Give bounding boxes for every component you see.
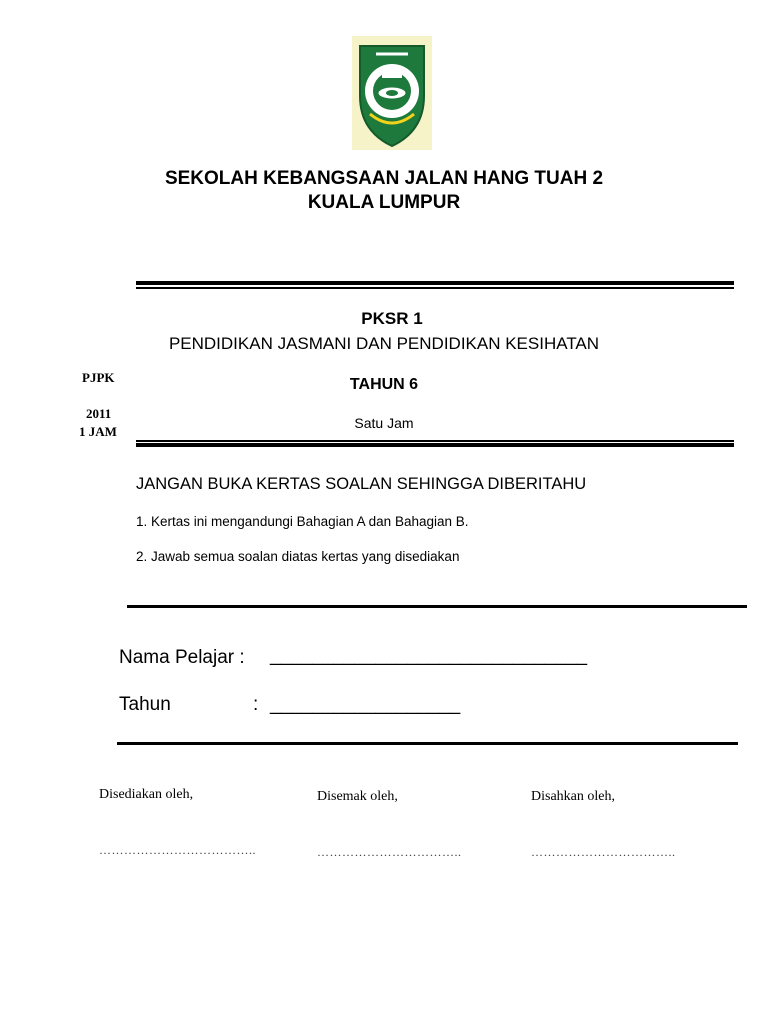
top-rule-thin <box>136 287 734 289</box>
exam-year: 2011 <box>86 406 112 421</box>
school-crest-icon <box>352 36 432 150</box>
instruction-item: 2. Jawab semua soalan diatas kertas yang disediakan <box>136 549 460 564</box>
mid-rule-thick <box>136 443 734 447</box>
exam-duration: Satu Jam <box>354 415 414 431</box>
exam-subject: PENDIDIKAN JASMANI DAN PENDIDIKAN KESIHATAN <box>168 334 600 353</box>
student-name-field[interactable]: ______________________________ <box>270 645 588 666</box>
student-name-label: Nama Pelajar : <box>119 647 245 668</box>
student-year-label: Tahun <box>119 694 171 715</box>
school-name-line2: KUALA LUMPUR <box>307 192 461 213</box>
student-year-field[interactable]: __________________ <box>270 694 461 715</box>
subject-code: PJPK <box>82 370 115 385</box>
exam-code: PKSR 1 <box>361 309 423 328</box>
top-rule-thick <box>136 281 734 285</box>
approved-by-label: Disahkan oleh, <box>531 789 615 804</box>
approved-by-signature-line[interactable]: …………………………….. <box>531 845 676 859</box>
section-divider <box>117 742 738 745</box>
exam-duration-short: 1 JAM <box>79 424 117 439</box>
prepared-by-signature-line[interactable]: ……………………………….. <box>99 843 256 857</box>
school-logo <box>352 36 432 150</box>
exam-warning: JANGAN BUKA KERTAS SOALAN SEHINGGA DIBERITAHU <box>136 475 587 493</box>
student-year-colon: : <box>253 694 259 715</box>
checked-by-signature-line[interactable]: …………………………….. <box>317 845 462 859</box>
mid-rule-thin <box>136 440 734 442</box>
prepared-by-label: Disediakan oleh, <box>99 787 194 802</box>
checked-by-label: Disemak oleh, <box>317 789 398 804</box>
exam-year-level: TAHUN 6 <box>349 376 419 393</box>
section-divider <box>127 605 747 608</box>
school-name-line1: SEKOLAH KEBANGSAAN JALAN HANG TUAH 2 <box>164 168 604 189</box>
instruction-item: 1. Kertas ini mengandungi Bahagian A dan Bahagian B. <box>136 514 469 529</box>
